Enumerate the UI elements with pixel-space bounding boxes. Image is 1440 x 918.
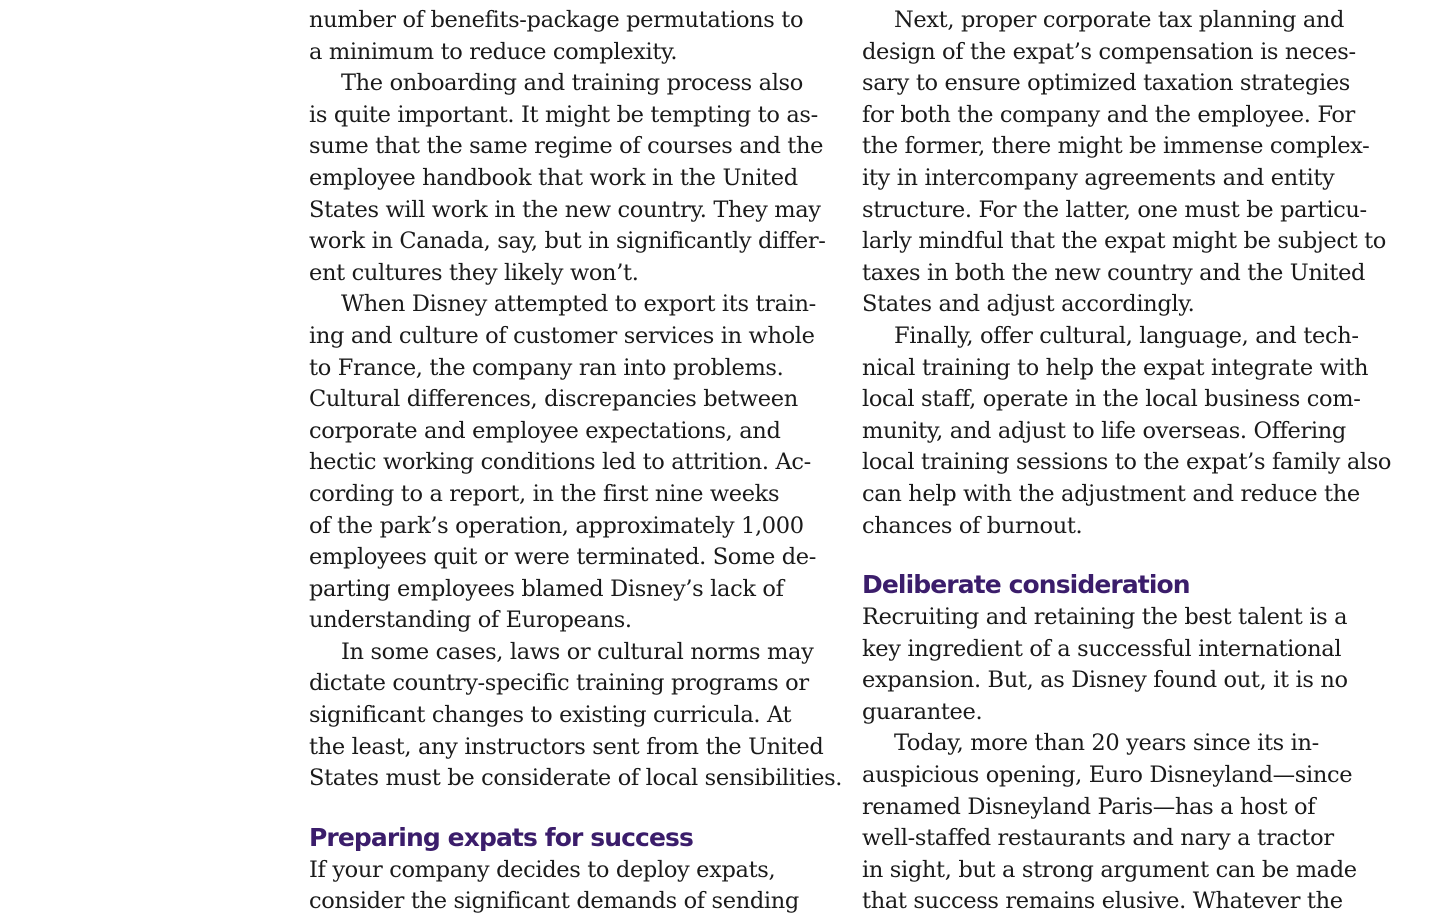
text-line: sary to ensure optimized taxation strategies [862, 70, 1350, 97]
text-line: that success remains elusive. Whatever the [862, 888, 1343, 915]
text-line: Recruiting and retaining the best talent is a [862, 604, 1348, 631]
text-line: Next, proper corporate tax planning and [894, 7, 1345, 33]
text-line: is quite important. It might be tempting to as- [309, 101, 818, 128]
paragraph [309, 68, 839, 289]
text-line: hectic working conditions led to attrition. Ac- [309, 449, 811, 476]
text-line: in sight, but a strong argument can be made [862, 856, 1357, 883]
text-line: Cultural differences, discrepancies between [309, 386, 798, 413]
text-line: design of the expat’s compensation is neces- [862, 38, 1356, 65]
section-heading: Deliberate consideration [862, 570, 1190, 600]
text-line: In some cases, laws or cultural norms may [341, 638, 814, 665]
text-line: expansion. But, as Disney found out, it is no [862, 667, 1348, 694]
text-line: can help with the adjustment and reduce the [862, 480, 1360, 507]
paragraph [862, 602, 1392, 728]
text-line: Finally, offer cultural, language, and tech- [894, 322, 1359, 349]
paragraph [862, 321, 1392, 542]
text-line: employees quit or were terminated. Some de- [309, 544, 817, 571]
text-line: larly mindful that the expat might be subject to [862, 228, 1386, 255]
text-line: When Disney attempted to export its train- [341, 291, 816, 318]
section-gap [862, 542, 1392, 567]
text-line: Today, more than 20 years since its in- [894, 730, 1319, 757]
text-line: understanding of Europeans. [309, 607, 632, 634]
text-line: renamed Disneyland Paris—has a host of [862, 793, 1316, 820]
text-line: States and adjust accordingly. [862, 291, 1195, 318]
text-line: ing and culture of customer services in whole [309, 322, 815, 349]
text-line: work in Canada, say, but in significantly differ- [309, 228, 826, 255]
paragraph [862, 5, 1392, 321]
text-line: nical training to help the expat integrate with [862, 354, 1369, 381]
text-line: consider the significant demands of sending [309, 888, 799, 915]
section-heading: Preparing expats for success [309, 822, 693, 852]
text-line: structure. For the latter, one must be particu- [862, 196, 1367, 223]
section-gap [309, 795, 839, 820]
article-column-left [309, 5, 843, 918]
text-line: the least, any instructors sent from the United [309, 733, 824, 760]
text-line: If your company decides to deploy expats, [309, 856, 776, 883]
text-line: The onboarding and training process also [341, 70, 803, 97]
text-line: local training sessions to the expat’s family also [862, 449, 1392, 476]
paragraph [309, 855, 839, 918]
text-line: cording to a report, in the first nine weeks [309, 480, 780, 507]
text-line: corporate and employee expectations, and [309, 417, 781, 444]
text-line: auspicious opening, Euro Disneyland—since [862, 762, 1353, 789]
paragraph [309, 637, 843, 795]
text-line: number of benefits-package permutations to [309, 7, 804, 33]
paragraph [309, 289, 839, 637]
text-line: parting employees blamed Disney’s lack of [309, 575, 784, 602]
text-line: guarantee. [862, 698, 983, 725]
text-line: to France, the company ran into problems. [309, 354, 784, 381]
text-line: employee handbook that work in the United [309, 164, 798, 191]
text-line: ity in intercompany agreements and entity [862, 164, 1335, 191]
text-line: States must be considerate of local sensibilities. [309, 765, 843, 792]
text-line: a minimum to reduce complexity. [309, 38, 678, 65]
text-line: munity, and adjust to life overseas. Offering [862, 417, 1346, 444]
text-line: the former, there might be immense complex- [862, 133, 1370, 160]
text-line: key ingredient of a successful international [862, 635, 1342, 662]
text-line: significant changes to existing curricula. At [309, 702, 792, 729]
text-line: dictate country-specific training programs or [309, 670, 809, 697]
text-line: for both the company and the employee. For [862, 101, 1355, 128]
text-line: chances of burnout. [862, 512, 1083, 539]
article-column-right [862, 5, 1392, 918]
paragraph [862, 728, 1392, 918]
text-line: sume that the same regime of courses and the [309, 133, 824, 160]
text-line: well-staffed restaurants and nary a tractor [862, 825, 1334, 852]
text-line: of the park’s operation, approximately 1,000 [309, 512, 804, 539]
text-line: local staff, operate in the local business com- [862, 386, 1361, 413]
text-line: ent cultures they likely won’t. [309, 259, 639, 286]
text-line: States will work in the new country. They may [309, 196, 821, 223]
paragraph [309, 5, 839, 68]
text-line: taxes in both the new country and the United [862, 259, 1366, 286]
